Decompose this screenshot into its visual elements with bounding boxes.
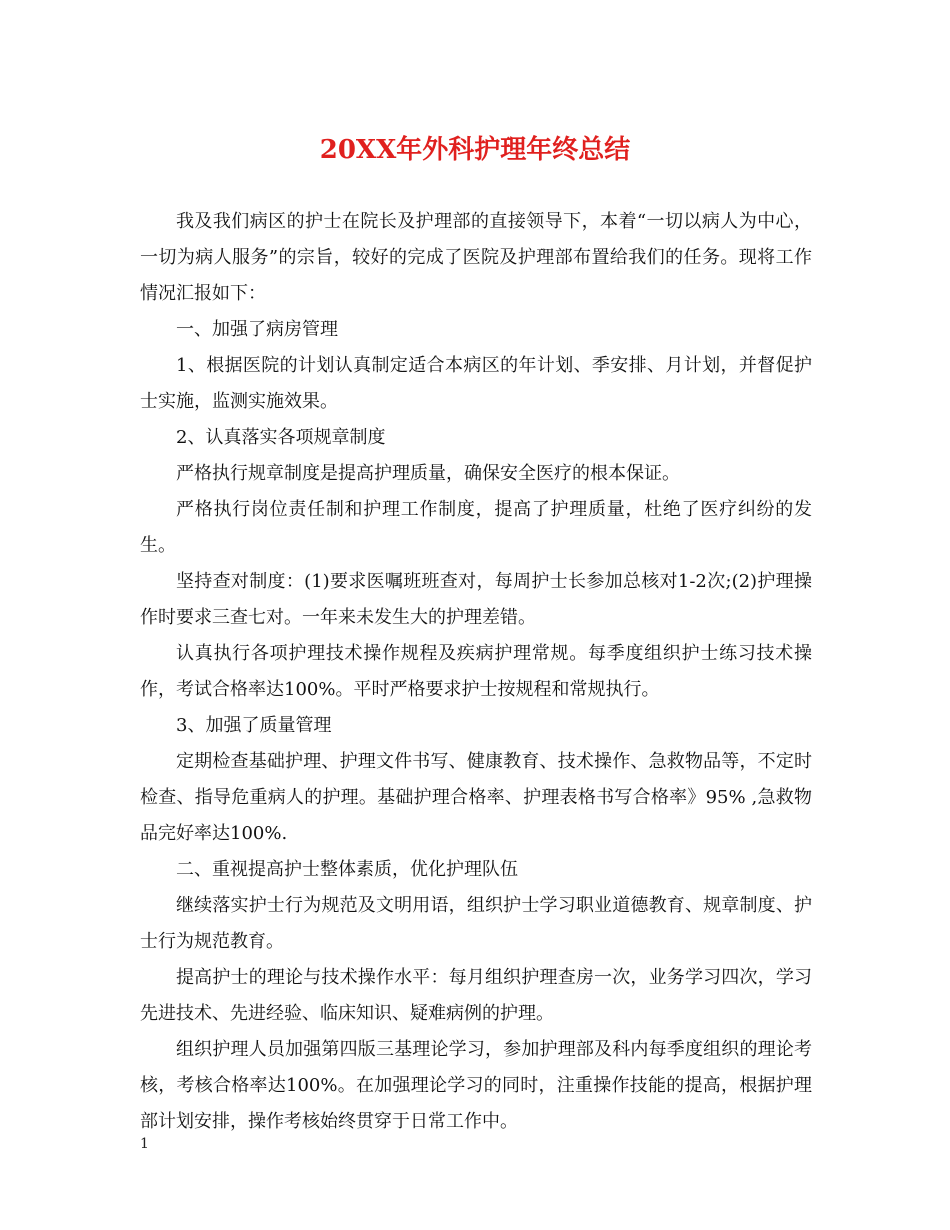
paragraph: 坚持查对制度：(1)要求医嘱班班查对，每周护士长参加总核对1-2次;(2)护理操作时要求三查七对。一年来未发生大的护理差错。 — [140, 571, 812, 628]
document-body — [140, 204, 812, 1140]
paragraph: 严格执行岗位责任制和护理工作制度，提高了护理质量，杜绝了医疗纠纷的发生。 — [140, 499, 812, 556]
paragraph: 组织护理人员加强第四版三基理论学习，参加护理部及科内每季度组织的理论考核，考核合格率达100%。在加强理论学习的同时，注重操作技能的提高，根据护理部计划安排，操作考核始终贯穿于日常工作中。 — [140, 1039, 812, 1132]
paragraph: 严格执行规章制度是提高护理质量，确保安全医疗的根本保证。 — [176, 463, 680, 484]
paragraph-intro: 我及我们病区的护士在院长及护理部的直接领导下，本着“一切以病人为中心，一切为病人服务”的宗旨，较好的完成了医院及护理部布置给我们的任务。现将工作情况汇报如下： — [140, 211, 812, 304]
paragraph: 提高护士的理论与技术操作水平：每月组织护理查房一次，业务学习四次，学习先进技术、先进经验、临床知识、疑难病例的护理。 — [140, 967, 812, 1024]
section-heading-1: 一、加强了病房管理 — [176, 319, 338, 340]
paragraph: 继续落实护士行为规范及文明用语，组织护士学习职业道德教育、规章制度、护士行为规范教育。 — [140, 895, 812, 952]
page-number: 1 — [140, 1136, 149, 1152]
paragraph: 认真执行各项护理技术操作规程及疾病护理常规。每季度组织护士练习技术操作，考试合格率达100%。平时严格要求护士按规程和常规执行。 — [140, 643, 812, 700]
section-heading-2: 二、重视提高护士整体素质，优化护理队伍 — [176, 859, 518, 880]
paragraph: 定期检查基础护理、护理文件书写、健康教育、技术操作、急救物品等，不定时检查、指导危重病人的护理。基础护理合格率、护理表格书写合格率》95% ,急救物品完好率达100%. — [140, 751, 812, 844]
document-title: 20XX年外科护理年终总结 — [319, 135, 631, 165]
subheading: 3、加强了质量管理 — [176, 715, 332, 736]
subheading: 2、认真落实各项规章制度 — [176, 427, 386, 448]
paragraph: 1、根据医院的计划认真制定适合本病区的年计划、季安排、月计划，并督促护士实施，监测实施效果。 — [140, 355, 812, 412]
